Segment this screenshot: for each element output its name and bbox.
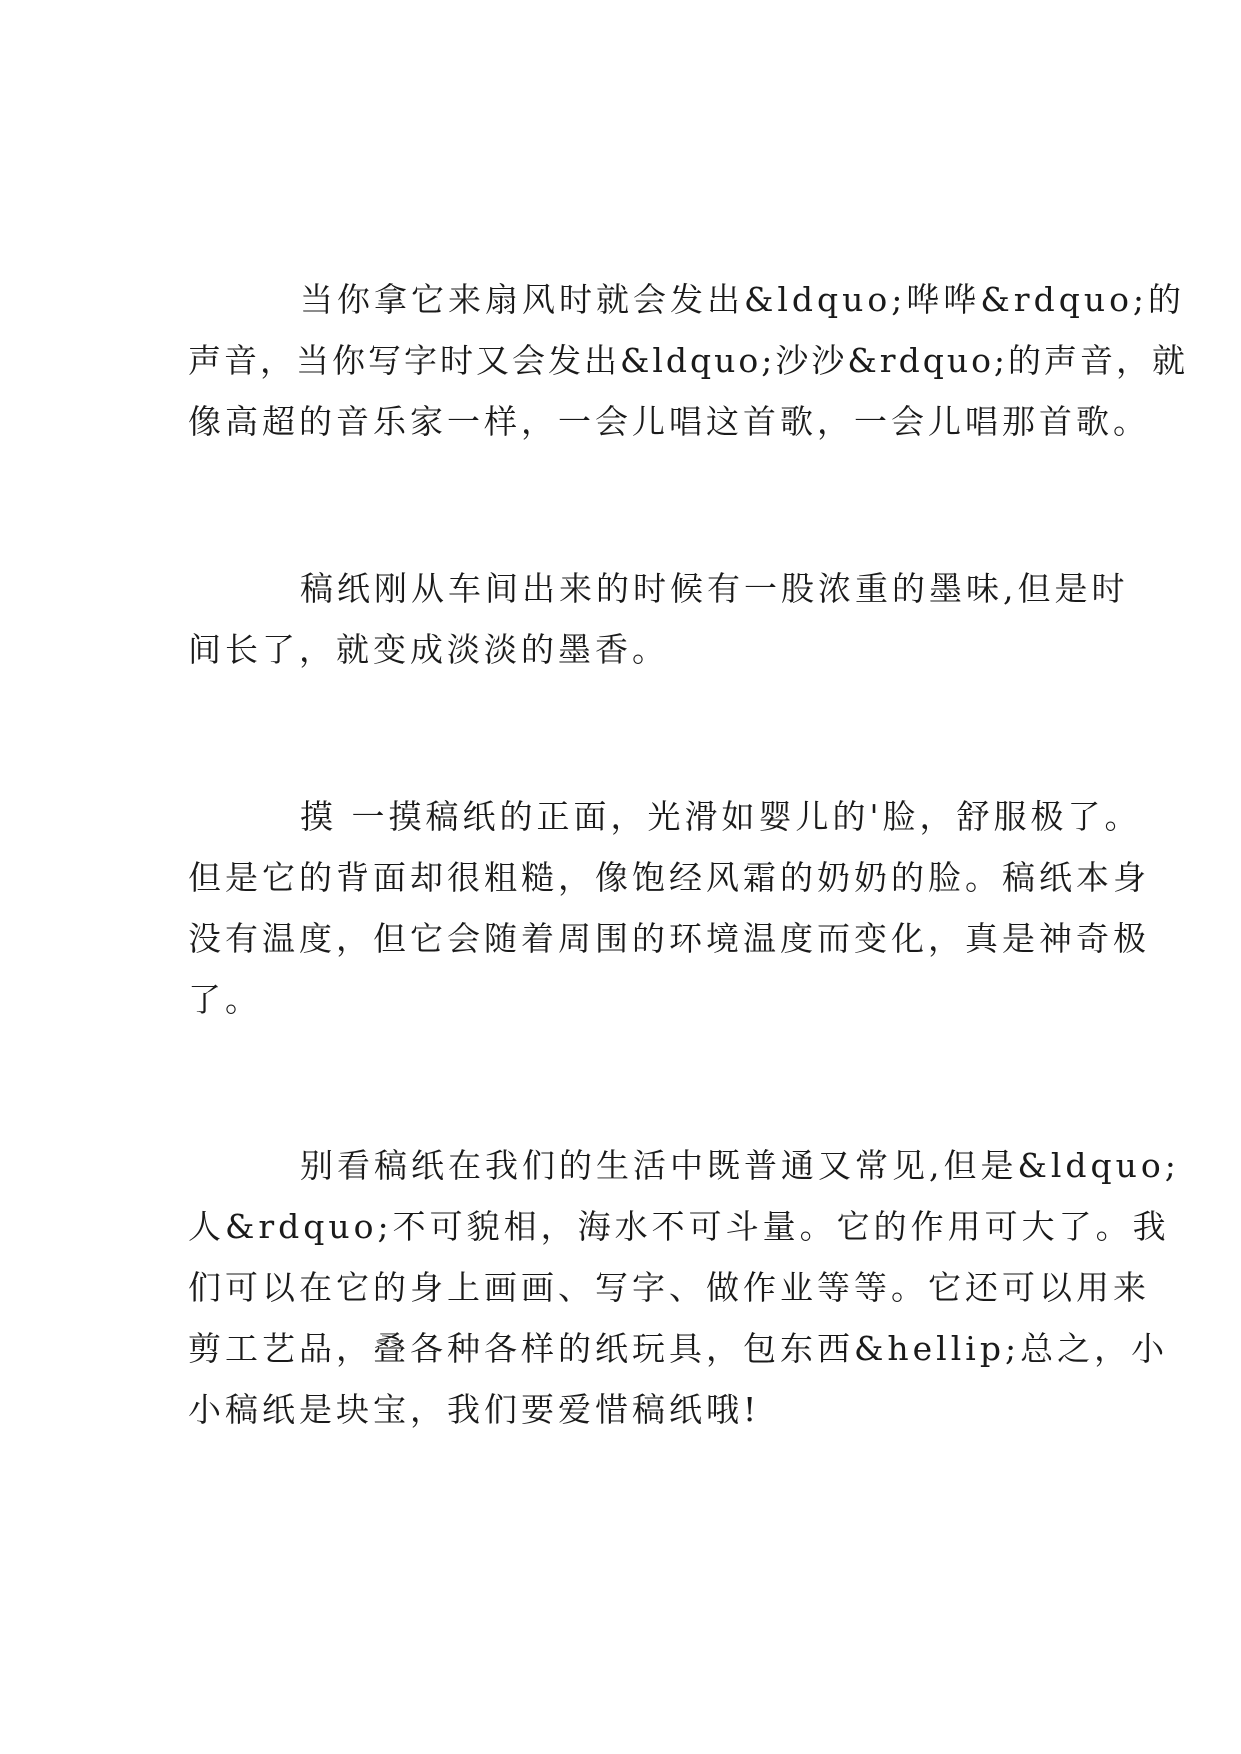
- paragraph-line: 了。: [188, 980, 262, 1019]
- paragraph-line: 别看稿纸在我们的生活中既普通又常见,但是&ldquo;: [300, 1146, 1180, 1185]
- paragraph-line: 像高超的音乐家一样，一会儿唱这首歌，一会儿唱那首歌。: [188, 402, 1150, 441]
- paragraph-line: 剪工艺品，叠各种各样的纸玩具，包东西&hellip;总之，小: [188, 1329, 1169, 1368]
- paragraph-line: 人&rdquo;不可貌相，海水不可斗量。它的作用可大了。我: [188, 1207, 1170, 1246]
- paragraph-line: 但是它的背面却很粗糙，像饱经风霜的奶奶的脸。稿纸本身: [188, 858, 1150, 897]
- paragraph-line: 间长了，就变成淡淡的墨香。: [188, 630, 669, 669]
- paragraph-line: 当你拿它来扇风时就会发出&ldquo;哗哗&rdquo;的: [300, 280, 1186, 319]
- paragraph-line: 们可以在它的身上画画、写字、做作业等等。它还可以用来: [188, 1268, 1150, 1307]
- paragraph-line: 稿纸刚从车间出来的时候有一股浓重的墨味,但是时: [300, 569, 1129, 608]
- paragraph-line: 摸 一摸稿纸的正面，光滑如婴儿的'脸，舒服极了。: [300, 797, 1142, 836]
- paragraph-line: 小稿纸是块宝，我们要爱惜稿纸哦!: [188, 1390, 761, 1429]
- paragraph-line: 声音，当你写字时又会发出&ldquo;沙沙&rdquo;的声音，就: [188, 341, 1189, 380]
- paragraph-line: 没有温度，但它会随着周围的环境温度而变化，真是神奇极: [188, 919, 1150, 958]
